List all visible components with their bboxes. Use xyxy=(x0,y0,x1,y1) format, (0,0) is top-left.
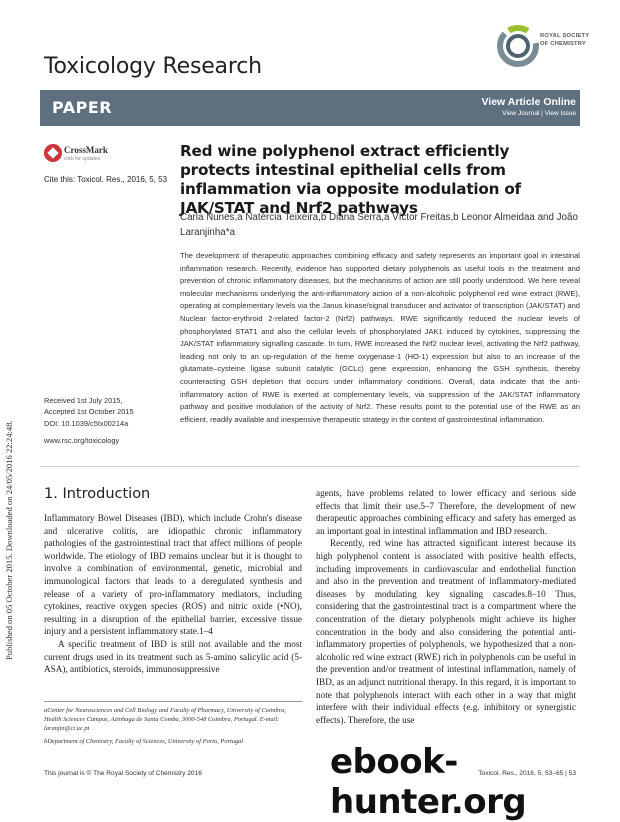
article-title: Red wine polyphenol extract efficiently protects intestinal epithelial cells from inflammation via opposite modulation of JAK/STAT and Nrf2 pathways xyxy=(180,142,521,217)
crossmark-sub[interactable]: click for updates xyxy=(64,156,101,162)
footnote: aCenter for Neurosciences and Cell Biology and Faculty of Pharmacy, University of Coimbra, Health Sciences Campus, Azinhaga de Santa Comba, 3000-548 Coimbra, Portugal. E-mail: laranjin@ci.uc.pt xyxy=(44,707,286,733)
section-heading: 1. Introduction xyxy=(44,486,151,502)
publication-stamp: Published on 05 October 2015. Downloaded on 24/05/2016 22:24:48. xyxy=(4,420,14,660)
watermark: ebook-hunter.org xyxy=(330,742,527,822)
received-dates: Received 1st July 2015, Accepted 1st October 2015 xyxy=(44,396,134,416)
footnote-divider xyxy=(44,701,302,702)
paragraph: A specific treatment of IBD is still not available and the most current drugs used in its treatment such as 5-amino salicylic acid (5-ASA), antibiotics, steroids, immunosuppressive xyxy=(44,638,302,675)
rsc-logo-icon[interactable] xyxy=(492,20,612,80)
divider xyxy=(40,466,580,467)
doi-link[interactable]: DOI: 10.1039/c5tx00214a xyxy=(44,419,129,428)
body-left-column xyxy=(44,512,302,676)
author-list: Carla Nunes,a Natércia Teixeira,b Diana Serra,a Víctor Freitas,b Leonor Almeidaa and João Laranjinha*a xyxy=(180,212,578,238)
footnote: bDepartment of Chemistry, Faculty of Sciences, University of Porto, Portugal xyxy=(44,737,244,745)
journal-url[interactable]: www.rsc.org/toxicology xyxy=(44,436,120,445)
footer-page-info: Toxicol. Res., 2016, 5, 53–65 | 53 xyxy=(478,770,576,777)
paragraph: Recently, red wine has attracted significant interest because its high polyphenol content is associated with positive health effects, including improvements in cardiovascular and endothelial function and also in the prevention and treatment of inflammatory-mediated diseases by modulating key signaling cascades.8–10 Thus, considering that the gastrointestinal tract is a compartment where the concentration of the dietary polyphenols might achieve its higher concentration in the body and also considering the potential anti-inflammatory properties of polyphenols, we hypothesized that a non-alcoholic red wine extract (RWE) rich in polyphenols can be useful in the prevention and/or treatment of intestinal inflammation, namely of IBD, as an adjunct nutritional therapy. In this regard, it is important to note that polyphenols interact with each other in a way that might interfere with their individual effects (e.g. inhibitory or synergistic effects). Therefore, the use xyxy=(316,538,576,725)
citation: Cite this: Toxicol. Res., 2016, 5, 53 xyxy=(44,175,168,184)
journal-issue-links[interactable]: View Journal | View Issue xyxy=(502,110,576,117)
paragraph: Inflammatory Bowel Diseases (IBD), which include Crohn's disease and ulcerative colitis, are idiopathic chronic inflammatory pathologies of the gastrointestinal tract that affect millions of people worldwide. The etiology of IBD remains unclear but it is thought to involve a combination of environmental, genetic, microbial and immunological factors that leads to a deregulated synthesis and release of a variety of pro-inflammatory mediators, including cytokines, reactive oxygen species (ROS) and nitric oxide (•NO), resulting in a disruption of the epithelial barrier, excessive tissue injury and a persistent inflammatory state.1–4 xyxy=(44,513,302,637)
view-online-links xyxy=(481,96,576,117)
article-type-label: PAPER xyxy=(52,98,113,117)
body-right-column xyxy=(316,487,576,726)
abstract: The development of therapeutic approaches combining efficacy and safety represents an important goal in intestinal inflammation research. Recently, evidence has supported dietary polyphenols as useful tools in the treatment and prevention of chronic inflammatory diseases, but the mechanisms of action are still poorly understood. We here reveal molecular mechanisms underlying the anti-inflammatory action of a non-alcoholic polyphenol red wine extract (RWE), operating at complementary levels via the Janus kinase/signal transducer and activator of transcription (JAK/STAT) and Nuclear factor-erythroid 2-related factor-2 (Nrf2) pathways. RWE significantly reduced the nuclear levels of phosphorylated STAT1 and also the cellular levels of phosphorylated JAK1 induced by cytokines, suppressing the JAK/STAT inflammatory signalling cascade. In turn, RWE increased the Nrf2 nuclear level, activating the Nrf2 pathway, leading not only to an up-regulation of the heme oxygenase-1 (HO-1) expression but also to an increase of the glutamate–cysteine ligase subunit catalytic (GCLc) gene expression, enhancing the GSH synthesis, thereby counteracting GSH depletion that occurs under inflammatory conditions. Overall, data indicate that the anti-inflammatory action of RWE is exerted at complementary levels, via suppression of the JAK/STAT inflammatory pathway and positive modulation of the activity of Nrf2. These results point to the potential use of the RWE as an efficient, readily available and inexpensive therapeutic strategy in the context of gastrointestinal inflammation. xyxy=(180,251,580,424)
rsc-logo-text: ROYAL SOCIETY OF CHEMISTRY xyxy=(540,33,590,47)
view-article-online-link[interactable]: View Article Online xyxy=(481,96,576,108)
paragraph: agents, have problems related to lower efficacy and serious side effects that limit their use.5–7 Therefore, the development of new therapeutic approaches combining efficacy and safety has emerged as an important goal in intestinal inflammation and IBD research. xyxy=(316,488,576,536)
crossmark-label[interactable]: CrossMark xyxy=(64,145,108,155)
footer-copyright: This journal is © The Royal Society of Chemistry 2016 xyxy=(44,770,202,777)
journal-name[interactable]: Toxicology Research xyxy=(44,54,262,79)
affiliation-footnotes xyxy=(44,706,302,749)
